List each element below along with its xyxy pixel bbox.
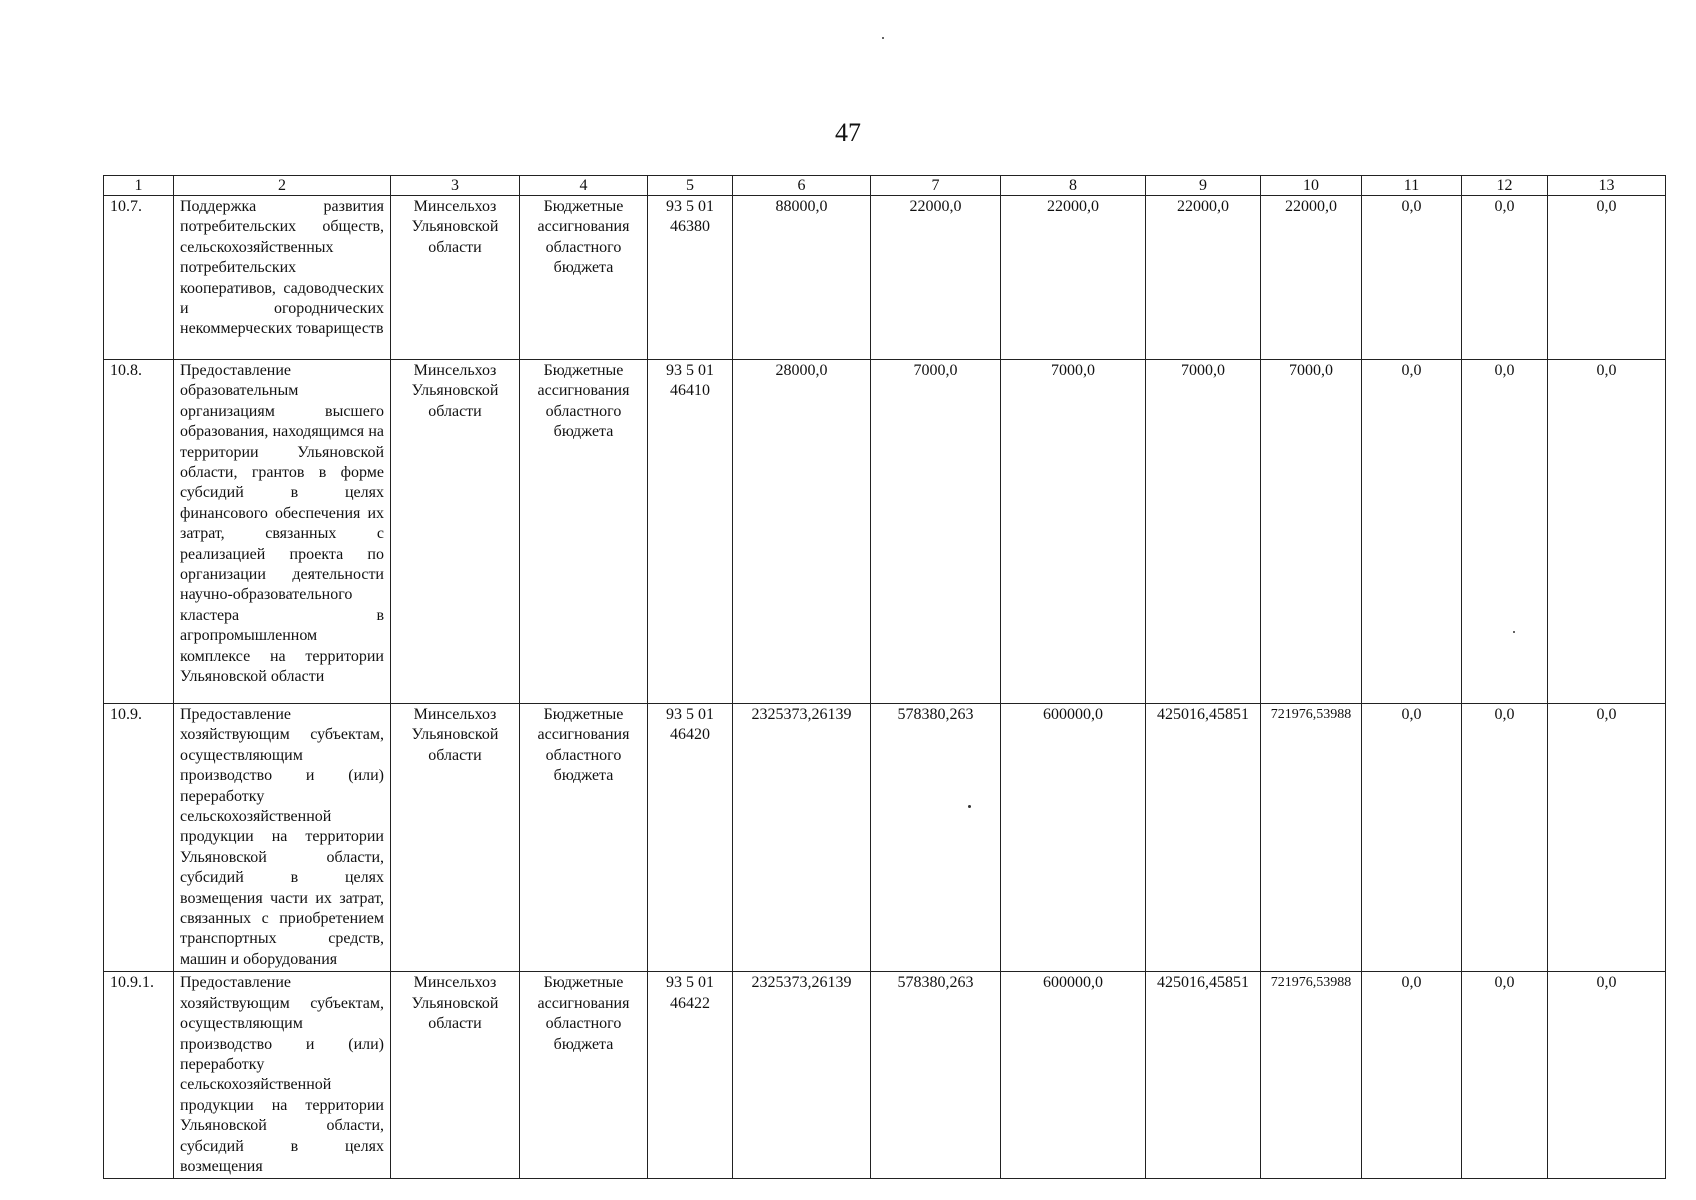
year-amount: 425016,45851 xyxy=(1146,704,1261,972)
year-amount: 0,0 xyxy=(1362,360,1462,704)
budget-code: 93 5 01 46380 xyxy=(648,196,733,360)
funding-source: Бюджетные ассигнования областного бюджета xyxy=(520,972,648,1179)
total-amount: 2325373,26139 xyxy=(733,704,871,972)
year-amount: 0,0 xyxy=(1548,360,1666,704)
year-amount: 22000,0 xyxy=(871,196,1001,360)
year-amount: 7000,0 xyxy=(1001,360,1146,704)
responsible-executor: Минсельхоз Ульяновской области xyxy=(391,196,520,360)
item-number: 10.9.1. xyxy=(104,972,174,1179)
column-header: 12 xyxy=(1462,176,1548,196)
year-amount: 0,0 xyxy=(1548,972,1666,1179)
year-amount: 0,0 xyxy=(1462,360,1548,704)
item-name: Предоставление хозяйствующим субъектам, осуществляющим производство и (или) переработку сельскохозяйственной продукции на территории Ульяновской области, субсидий в целях возмещения xyxy=(174,972,391,1179)
total-amount: 2325373,26139 xyxy=(733,972,871,1179)
budget-code: 93 5 01 46422 xyxy=(648,972,733,1179)
scan-speck xyxy=(968,805,971,808)
column-header: 13 xyxy=(1548,176,1666,196)
budget-code: 93 5 01 46420 xyxy=(648,704,733,972)
funding-source: Бюджетные ассигнования областного бюджета xyxy=(520,196,648,360)
column-header: 5 xyxy=(648,176,733,196)
year-amount: 22000,0 xyxy=(1146,196,1261,360)
year-amount: 0,0 xyxy=(1548,196,1666,360)
year-amount: 0,0 xyxy=(1462,704,1548,972)
year-amount: 721976,53988 xyxy=(1261,704,1362,972)
year-amount: 0,0 xyxy=(1362,704,1462,972)
scan-speck xyxy=(882,37,884,39)
total-amount: 88000,0 xyxy=(733,196,871,360)
column-number-row xyxy=(104,176,1666,196)
budget-table xyxy=(103,175,1666,1179)
column-header: 1 xyxy=(104,176,174,196)
item-number: 10.7. xyxy=(104,196,174,360)
item-number: 10.8. xyxy=(104,360,174,704)
year-amount: 7000,0 xyxy=(871,360,1001,704)
table-row xyxy=(104,360,1666,704)
year-amount: 0,0 xyxy=(1548,704,1666,972)
column-header: 9 xyxy=(1146,176,1261,196)
year-amount: 22000,0 xyxy=(1261,196,1362,360)
year-amount: 425016,45851 xyxy=(1146,972,1261,1179)
column-header: 11 xyxy=(1362,176,1462,196)
column-header: 10 xyxy=(1261,176,1362,196)
item-name: Предоставление образовательным организациям высшего образования, находящимся на территории Ульяновской области, грантов в форме субсидий в целях финансового обеспечения их затрат, связанных с реализацией проекта по организации деятельности научно-образовательного кластера в агропромышленном комплексе на территории Ульяновской области xyxy=(174,360,391,704)
year-amount: 0,0 xyxy=(1462,196,1548,360)
year-amount: 7000,0 xyxy=(1261,360,1362,704)
column-header: 8 xyxy=(1001,176,1146,196)
year-amount: 578380,263 xyxy=(871,704,1001,972)
column-header: 7 xyxy=(871,176,1001,196)
total-amount: 28000,0 xyxy=(733,360,871,704)
table-row xyxy=(104,196,1666,360)
table-row xyxy=(104,704,1666,972)
budget-code: 93 5 01 46410 xyxy=(648,360,733,704)
funding-source: Бюджетные ассигнования областного бюджета xyxy=(520,704,648,972)
column-header: 4 xyxy=(520,176,648,196)
year-amount: 7000,0 xyxy=(1146,360,1261,704)
item-name: Поддержка развития потребительских обществ, сельскохозяйственных потребительских кооперативов, садоводческих и огороднических некоммерческих товариществ xyxy=(174,196,391,360)
year-amount: 22000,0 xyxy=(1001,196,1146,360)
column-header: 6 xyxy=(733,176,871,196)
funding-source: Бюджетные ассигнования областного бюджета xyxy=(520,360,648,704)
responsible-executor: Минсельхоз Ульяновской области xyxy=(391,972,520,1179)
responsible-executor: Минсельхоз Ульяновской области xyxy=(391,704,520,972)
item-number: 10.9. xyxy=(104,704,174,972)
year-amount: 721976,53988 xyxy=(1261,972,1362,1179)
item-name: Предоставление хозяйствующим субъектам, осуществляющим производство и (или) переработку сельскохозяйственной продукции на территории Ульяновской области, субсидий в целях возмещения части их затрат, связанных с приобретением транспортных средств, машин и оборудования xyxy=(174,704,391,972)
year-amount: 0,0 xyxy=(1362,972,1462,1179)
table-row xyxy=(104,972,1666,1179)
year-amount: 600000,0 xyxy=(1001,972,1146,1179)
budget-table-wrapper xyxy=(103,175,1666,1179)
responsible-executor: Минсельхоз Ульяновской области xyxy=(391,360,520,704)
scan-speck xyxy=(1513,631,1515,633)
column-header: 2 xyxy=(174,176,391,196)
page-number: 47 xyxy=(835,118,861,147)
column-header: 3 xyxy=(391,176,520,196)
year-amount: 0,0 xyxy=(1462,972,1548,1179)
year-amount: 578380,263 xyxy=(871,972,1001,1179)
year-amount: 0,0 xyxy=(1362,196,1462,360)
year-amount: 600000,0 xyxy=(1001,704,1146,972)
